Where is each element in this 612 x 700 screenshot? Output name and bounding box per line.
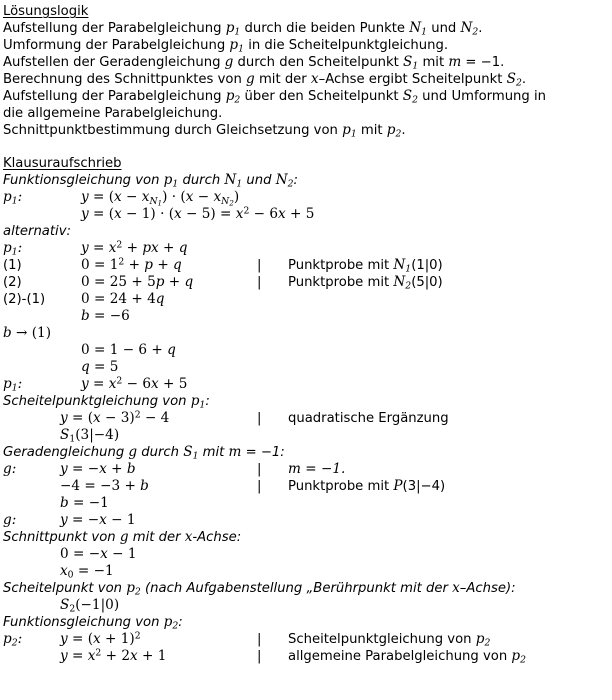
eq-row-p2-general [3,648,612,665]
row-equation: −4 = −3 + b [60,478,149,494]
symbol-p1: $p_1$ [225,20,241,38]
eq-row-p2-vertex [3,631,612,648]
symbol-s2: $S_2$ [402,88,418,106]
logic-text: mit [356,123,387,138]
column-separator: | [257,479,262,494]
symbol-p1: $p_1$ [190,393,206,411]
symbol-p1: $p_1$ [229,37,245,55]
caption-scheitelpunktgleichung-p1: Scheitelpunktgleichung von $p_1$: [3,393,210,411]
symbol-p2: $p_2$ [386,122,402,140]
caption-funktionsgleichung-p1: Funktionsgleichung von $p_1$ durch $N_1$ und $N_2$: [3,172,298,190]
symbol-m: m [228,444,242,460]
row-equation: q = 5 [81,359,119,375]
eq-row-g-result [3,512,612,529]
row-equation: $y = (x - x_{N_1}) \cdot (x - x_{N_2})$ [81,189,240,208]
row-note: Scheitelpunktgleichung von $p_2$ [288,631,491,649]
logic-text: . [478,21,483,36]
logic-text: = −1. [461,55,505,70]
symbol-x: x [310,71,319,87]
row-tag: g: [3,512,17,528]
logic-text: . [401,123,406,138]
row-note: Punktprobe mit P(3|−4) [288,478,446,494]
eq-row-p1-factored [3,189,612,206]
logic-line-1 [3,20,612,37]
eq-row-2-minus-1 [3,291,612,308]
logic-line-4 [3,71,612,88]
eq-row-intersect-eq [3,546,612,563]
symbol-p2: $p_2$ [126,580,141,598]
symbol-n2: $N_2$ [275,172,294,190]
row-note: Punktprobe mit $N_2(5|0)$ [288,274,443,292]
row-note: Punktprobe mit $N_1(1|0)$ [288,257,443,275]
logic-text: Aufstellung der Parabelgleichung [3,89,226,104]
caption-alternativ: alternativ: [3,224,71,239]
eq-row-p1-expanded [3,206,612,223]
eq-row-vertex-form [3,410,612,427]
symbol-n2: $N_2$ [460,20,479,38]
row-equation: b = −1 [60,495,109,511]
logic-text: Aufstellen der Geradengleichung [3,55,225,70]
logic-text: und [427,21,461,36]
symbol-n1: $N_1$ [224,172,243,190]
symbol-x: x [452,580,460,596]
symbol-p2: $p_2$ [475,631,491,649]
row-equation: 0 = 1 − 6 + q [81,342,176,358]
row-tag: (1) [3,258,22,273]
logic-text: Umformung der Parabelgleichung [3,38,230,53]
row-equation: $y = (x + 1)^2$ [60,630,141,647]
row-equation: b = −6 [81,308,130,324]
logic-text: Berechnung des Schnittpunktes von [3,72,247,87]
logic-text: durch den Scheitelpunkt [233,55,404,70]
symbol-p-point: P [393,478,403,494]
logic-line-6 [3,105,612,122]
logic-line-7 [3,122,612,139]
symbol-s1: $S_1$ [183,444,199,462]
symbol-p2: $p_2$ [163,614,179,632]
eq-row-s2 [3,597,612,614]
row-tag: $p_1$: [3,376,23,394]
symbol-p1: $p_1$ [163,172,179,190]
logic-text: Schnittpunktbestimmung durch Gleichsetzung von [3,123,343,138]
eq-row-substitute [3,325,612,342]
eq-row-substituted [3,342,612,359]
logic-text: mit der [254,72,311,87]
caption-scheitelpunkt-p2: Scheitelpunkt von $p_2$ (nach Aufgabenstellung „Berührpunkt mit der x–Achse): [3,580,516,598]
caption-funktionsgleichung-p2: Funktionsgleichung von $p_2$: [3,614,183,632]
row-tag: $p_2$: [3,631,23,649]
row-tag: b → (1) [3,325,52,341]
eq-row-p1-general [3,240,612,257]
caption-geradengleichung-g: Geradengleichung g durch $S_1$ mit m = −1: [3,444,285,462]
column-separator: | [257,411,262,426]
row-equation: y = −x + b [60,461,136,477]
row-equation: $y = (x - 1) \cdot (x - 5) = x^2 - 6x + 5$ [81,205,315,222]
symbol-m: m [448,54,462,70]
row-equation: $x_0 = -1$ [60,563,114,581]
symbol-s1: $S_1$ [403,54,419,72]
logic-text: Aufstellung der Parabelgleichung [3,21,226,36]
heading-loesungslogik: Lösungslogik [3,4,89,19]
symbol-n2: $N_2$ [393,274,412,292]
symbol-p2: $p_2$ [225,88,241,106]
symbol-s2: $S_2$ [506,71,522,89]
heading-klausuraufschrieb: Klausuraufschrieb [3,156,122,171]
column-separator: | [257,649,262,664]
logic-text: . [521,72,527,87]
row-equation: y = −x − 1 [60,512,136,528]
row-equation: $y = x^2 - 6x + 5$ [81,375,188,392]
eq-row-g-point-test [3,478,612,495]
symbol-x: x [184,529,193,545]
column-separator: | [257,632,262,647]
row-equation: 0 = 24 + 4q [81,291,165,307]
row-equation: $y = x^2 + 2x + 1$ [60,647,167,664]
eq-row-x0 [3,563,612,580]
row-equation: $S_2(-1|0)$ [60,597,120,615]
logic-text: die allgemeine Parabelgleichung. [3,106,223,121]
eq-row-s1 [3,427,612,444]
column-separator: | [257,275,262,290]
eq-row-2 [3,274,612,291]
caption-schnittpunkt-g-x: Schnittpunkt von g mit der x-Achse: [3,529,242,545]
logic-text: –Achse ergibt Scheitelpunkt [318,72,507,87]
logic-line-5 [3,88,612,105]
row-equation: $S_1(3|-4)$ [60,427,120,445]
row-equation: $0 = 1^2 + p + q$ [81,256,182,273]
column-separator: | [257,462,262,477]
row-equation: 0 = 25 + 5p + q [81,274,194,290]
row-equation: $y = x^2$ + px + q [81,239,188,256]
symbol-n1: $N_1$ [393,257,412,275]
row-note: m = −1. [288,461,346,477]
eq-row-p1-result [3,376,612,393]
symbol-g: g [128,444,138,460]
row-note: quadratische Ergänzung [288,411,449,426]
symbol-p2: $p_2$ [511,648,526,666]
symbol-g: g [224,54,234,70]
row-tag: $p_1$: [3,189,23,207]
eq-row-1 [3,257,612,274]
logic-text: über den Scheitelpunkt [240,89,403,104]
logic-line-3 [3,54,612,71]
eq-row-q-value [3,359,612,376]
eq-row-b-value [3,308,612,325]
logic-text: durch die beiden Punkte [240,21,410,36]
symbol-g: g [246,71,255,87]
logic-text: mit [418,55,449,70]
row-tag: g: [3,461,17,477]
symbol-n1: $N_1$ [409,20,428,38]
row-tag: $p_1$: [3,240,23,258]
eq-row-g-general [3,461,612,478]
symbol-p1: $p_1$ [342,122,357,140]
logic-text: in die Scheitelpunktgleichung. [244,38,449,53]
column-separator: | [257,258,262,273]
row-tag: (2)-(1) [3,292,46,307]
logic-text: und Umformung in [417,89,547,104]
eq-row-b-result [3,495,612,512]
row-note: allgemeine Parabelgleichung von $p_2$ [288,648,526,666]
logic-line-2 [3,37,612,54]
row-equation: $y = (x - 3)^2 - 4$ [60,409,170,426]
symbol-g: g [119,529,129,545]
row-equation: 0 = −x − 1 [60,546,137,562]
section-gap [3,139,612,155]
row-tag: (2) [3,275,22,290]
